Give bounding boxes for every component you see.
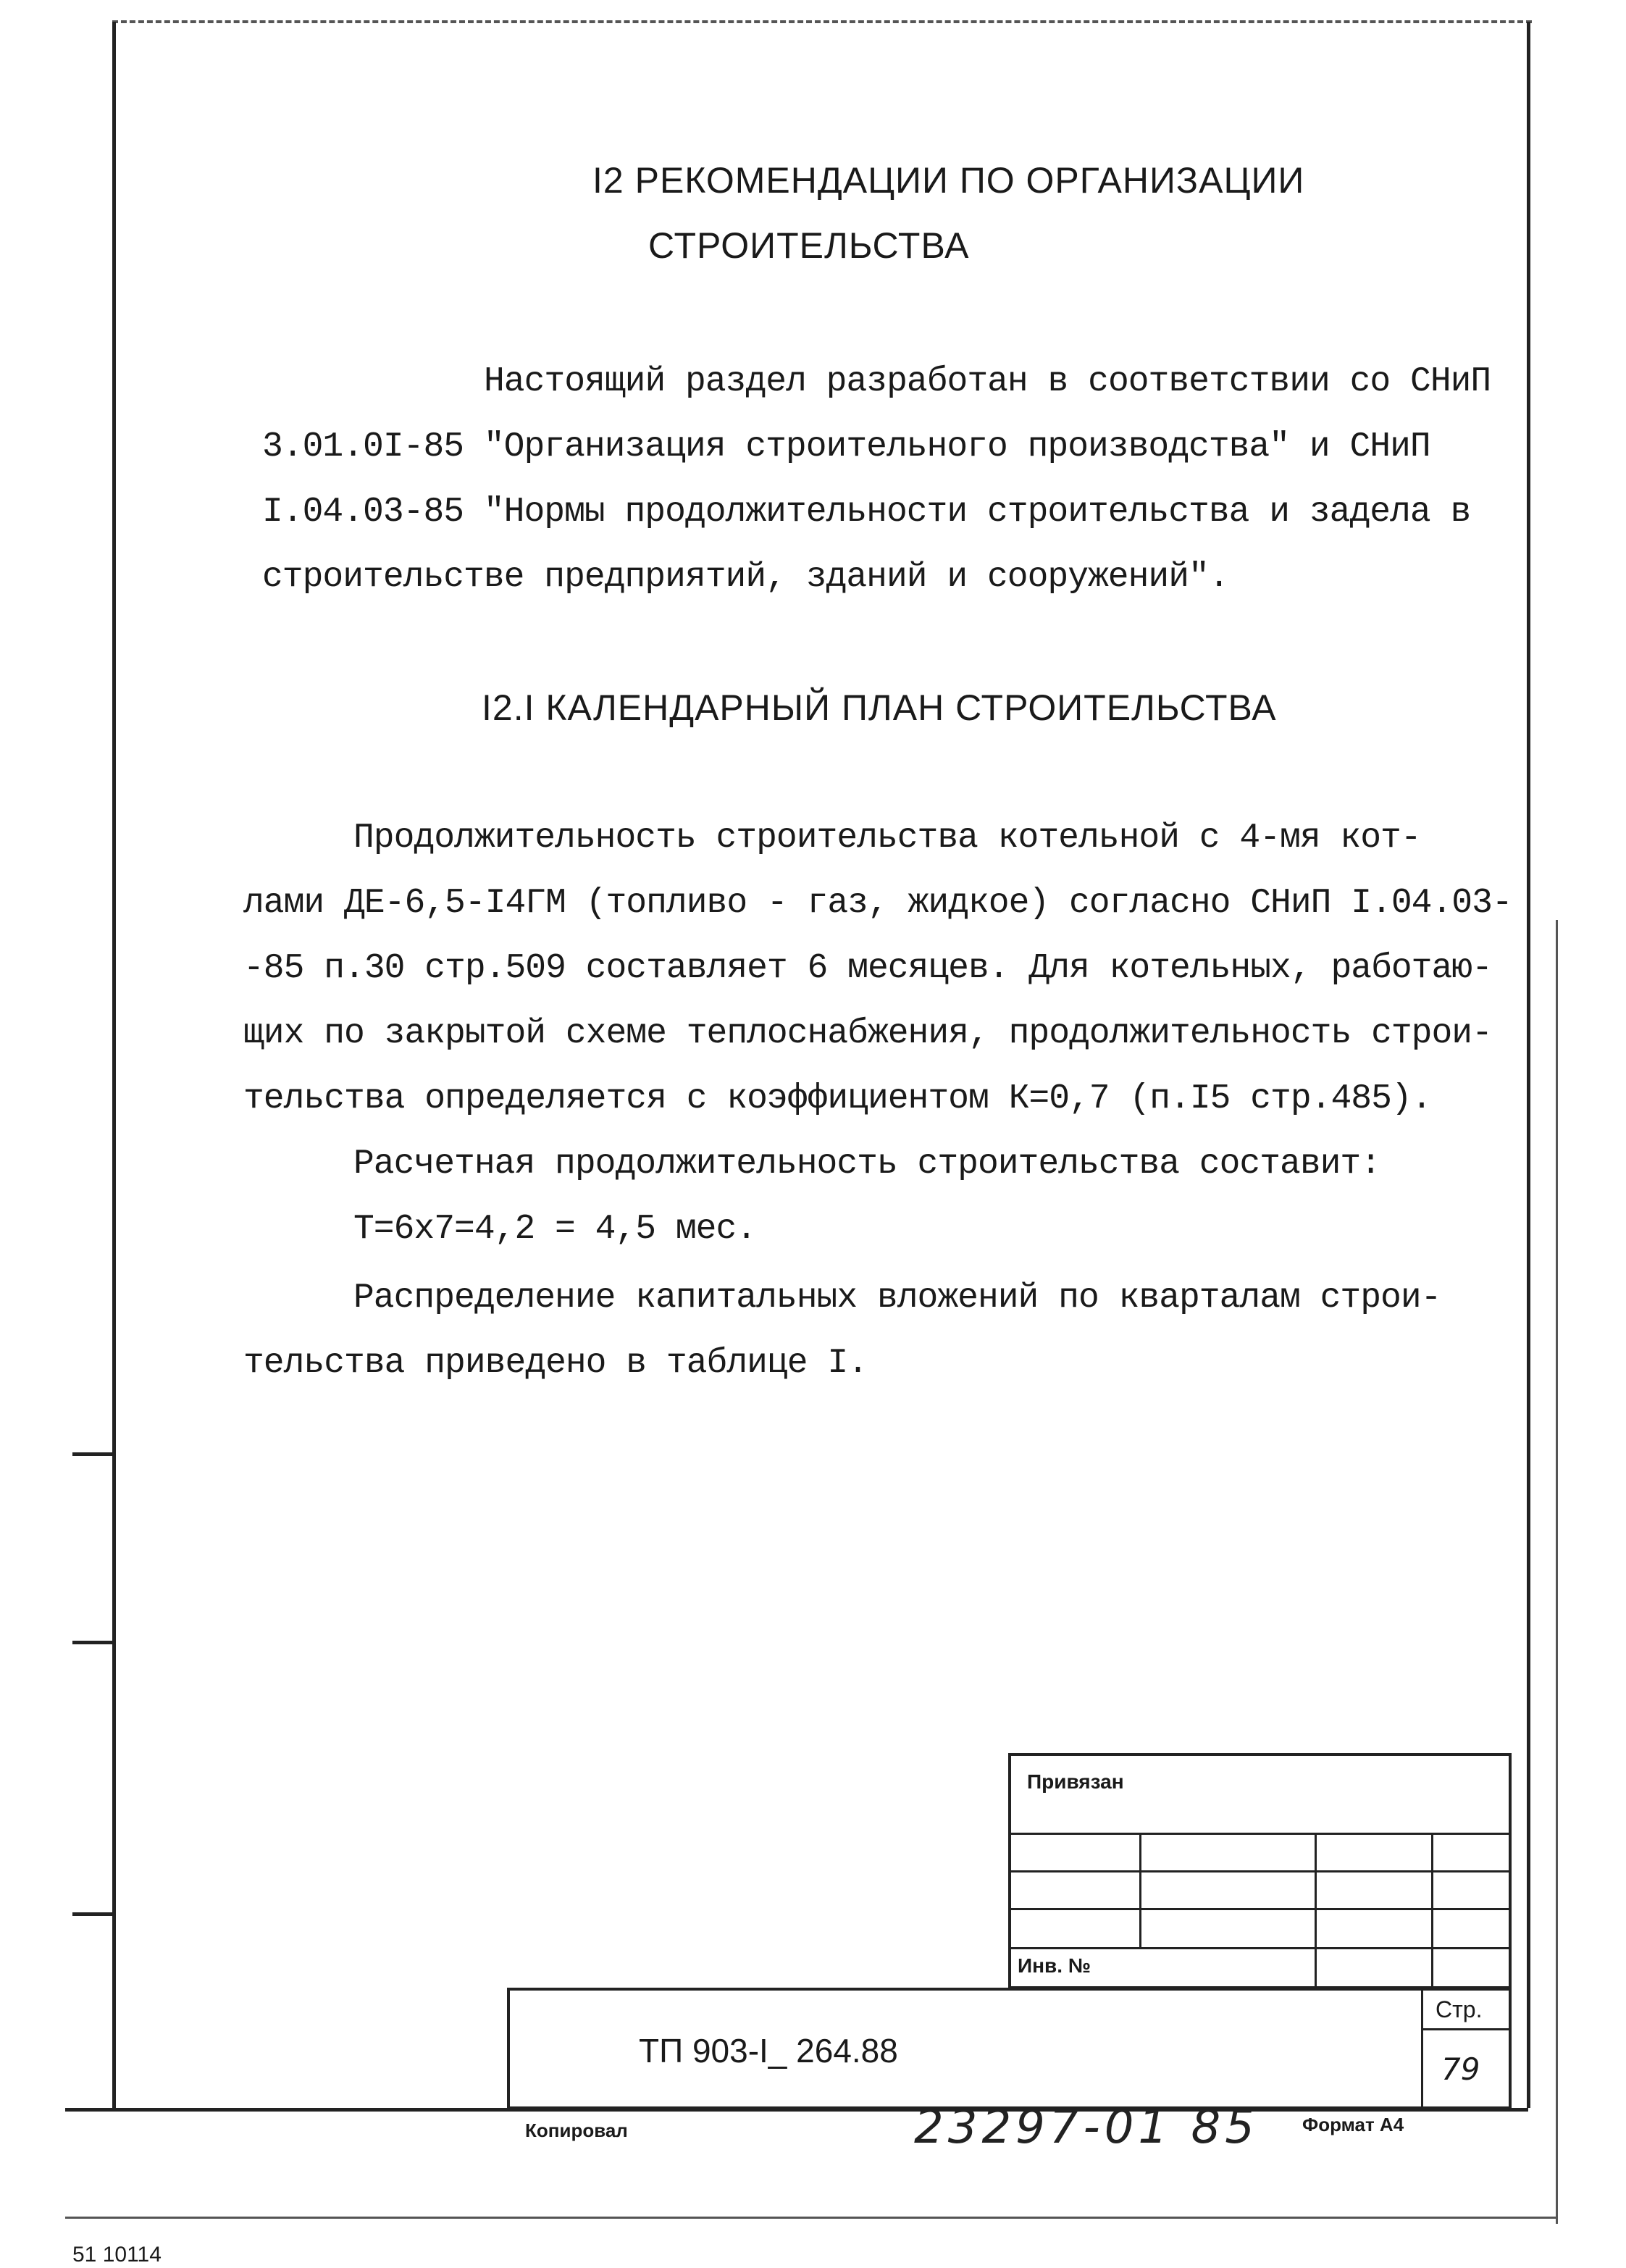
margin-tick xyxy=(72,1452,114,1456)
grid-hline xyxy=(1008,1947,1512,1949)
distribution-line: Распределение капитальных вложений по кварталам строи- xyxy=(353,1279,1441,1318)
page-label: Стр. xyxy=(1436,1996,1483,2022)
intro-line: строительстве предприятий, зданий и сооружений". xyxy=(262,558,1229,597)
main-heading-line2: СТРОИТЕЛЬСТВА xyxy=(648,225,970,266)
section-paragraph-line: щих по закрытой схеме теплоснабжения, продолжительность строи- xyxy=(243,1014,1492,1053)
calculation-label: Расчетная продолжительность строительства составит: xyxy=(353,1145,1381,1184)
grid-hline xyxy=(1008,1908,1512,1910)
margin-tick xyxy=(72,1912,114,1916)
calculation-formula: Т=6х7=4,2 = 4,5 мес. xyxy=(353,1210,757,1249)
intro-line: Настоящий раздел разработан в соответствии со СНиП xyxy=(484,362,1491,401)
section-paragraph-line: Продолжительность строительства котельной с 4-мя кот- xyxy=(353,819,1421,858)
page-number: 79 xyxy=(1441,2051,1480,2087)
frame-right-border xyxy=(1527,22,1530,2108)
section-paragraph-line: лами ДЕ-6,5-I4ГМ (топливо - газ, жидкое) согласно СНиП I.04.03- xyxy=(243,884,1512,923)
main-heading-line1: I2 РЕКОМЕНДАЦИИ ПО ОРГАНИЗАЦИИ xyxy=(592,160,1305,201)
distribution-line: тельства приведено в таблице I. xyxy=(243,1344,868,1383)
section-paragraph-line: -85 п.30 стр.509 составляет 6 месяцев. Для котельных, работаю- xyxy=(243,949,1492,988)
grid-vline xyxy=(1139,1833,1141,1947)
grid-hline xyxy=(1008,1833,1512,1835)
frame-left-border xyxy=(112,22,116,2108)
margin-tick xyxy=(72,1641,114,1644)
sheet-code: 51 10114 xyxy=(72,2243,162,2267)
inventory-number-label: Инв. № xyxy=(1018,1954,1091,1977)
title-block-page-divider xyxy=(1421,2028,1512,2030)
section-paragraph-line: тельства определяется с коэффициентом К=0,7 (п.I5 стр.485). xyxy=(243,1079,1432,1118)
grid-vline xyxy=(1315,1833,1317,1989)
section-heading: I2.I КАЛЕНДАРНЫЙ ПЛАН СТРОИТЕЛЬСТВА xyxy=(482,687,1277,728)
grid-hline xyxy=(1008,1870,1512,1872)
document-code: ТП 903-I_ 264.88 xyxy=(639,2032,898,2070)
copied-by-label: Копировал xyxy=(525,2120,628,2141)
handwritten-number: 23297-01 85 xyxy=(914,2101,1259,2154)
outer-right-border xyxy=(1556,920,1558,2224)
outer-bottom-border xyxy=(65,2217,1557,2219)
intro-line: I.04.03-85 "Нормы продолжительности строительства и задела в xyxy=(262,493,1471,532)
grid-vline xyxy=(1431,1833,1433,1989)
attached-label: Привязан xyxy=(1027,1770,1124,1793)
intro-line: 3.01.0I-85 "Организация строительного производства" и СНиП xyxy=(262,427,1430,466)
format-label: Формат А4 xyxy=(1302,2114,1404,2135)
frame-top-border xyxy=(112,20,1532,23)
title-block-divider xyxy=(1421,1988,1423,2109)
